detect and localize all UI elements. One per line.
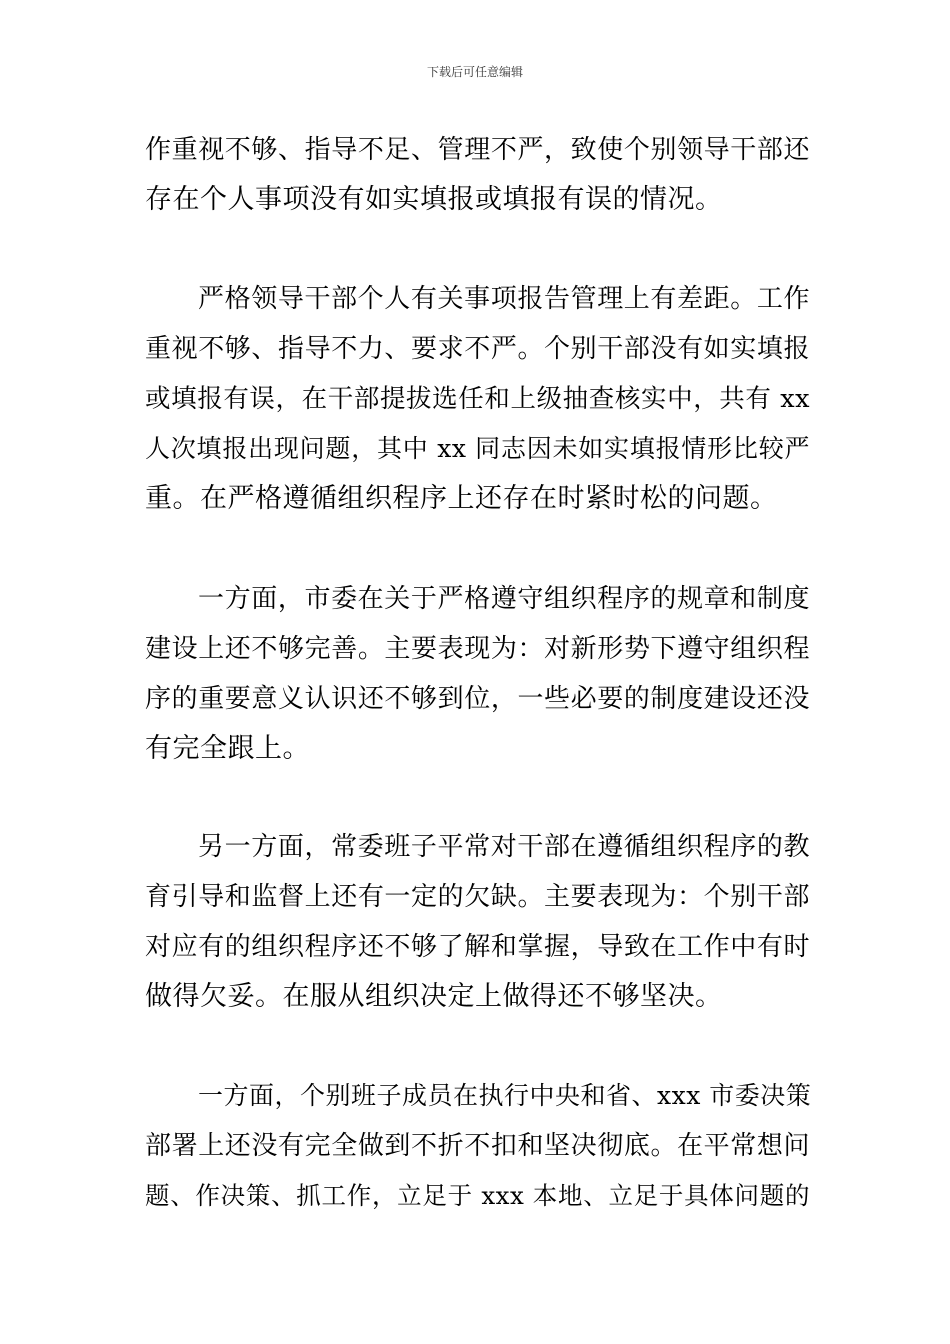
- paragraph-4-line-2: 育引导和监督上还有一定的欠缺。主要表现为：个别干部: [145, 882, 810, 912]
- paragraph-2-line-2: 重视不够、指导不力、要求不严。个别干部没有如实填报: [145, 334, 810, 364]
- paragraph-3-line-2: 建设上还不够完善。主要表现为：对新形势下遵守组织程: [145, 634, 810, 664]
- paragraph-5-line-2: 部署上还没有完全做到不折不扣和坚决彻底。在平常想问: [145, 1131, 810, 1161]
- paragraph-3-line-1: 一方面，市委在关于严格遵守组织程序的规章和制度: [198, 584, 810, 614]
- paragraph-4-line-4: 做得欠妥。在服从组织决定上做得还不够坚决。: [145, 981, 723, 1012]
- paragraph-5-line-3: 题、作决策、抓工作，立足于 xxx 本地、立足于具体问题的: [145, 1181, 810, 1210]
- page-header: 下载后可任意编辑: [426, 65, 523, 79]
- paragraph-3-line-4: 有完全跟上。: [145, 733, 310, 764]
- paragraph-5-line-1: 一方面，个别班子成员在执行中央和省、xxx 市委决策: [198, 1081, 812, 1110]
- paragraph-2-line-4: 人次填报出现问题，其中 xx 同志因未如实填报情形比较严: [145, 434, 810, 463]
- paragraph-2-line-5: 重。在严格遵循组织程序上还存在时紧时松的问题。: [145, 483, 778, 514]
- paragraph-4-line-1: 另一方面，常委班子平常对干部在遵循组织程序的教: [198, 832, 810, 862]
- paragraph-4-line-3: 对应有的组织程序还不够了解和掌握，导致在工作中有时: [145, 932, 810, 962]
- paragraph-1-line-1: 作重视不够、指导不足、管理不严，致使个别领导干部还: [145, 135, 810, 165]
- paragraph-2-line-1: 严格领导干部个人有关事项报告管理上有差距。工作: [198, 284, 810, 314]
- paragraph-2-line-3: 或填报有误，在干部提拔选任和上级抽查核实中，共有 xx: [145, 384, 810, 414]
- paragraph-3-line-3: 序的重要意义认识还不够到位，一些必要的制度建设还没: [145, 684, 810, 714]
- paragraph-1-line-2: 存在个人事项没有如实填报或填报有误的情况。: [145, 184, 723, 215]
